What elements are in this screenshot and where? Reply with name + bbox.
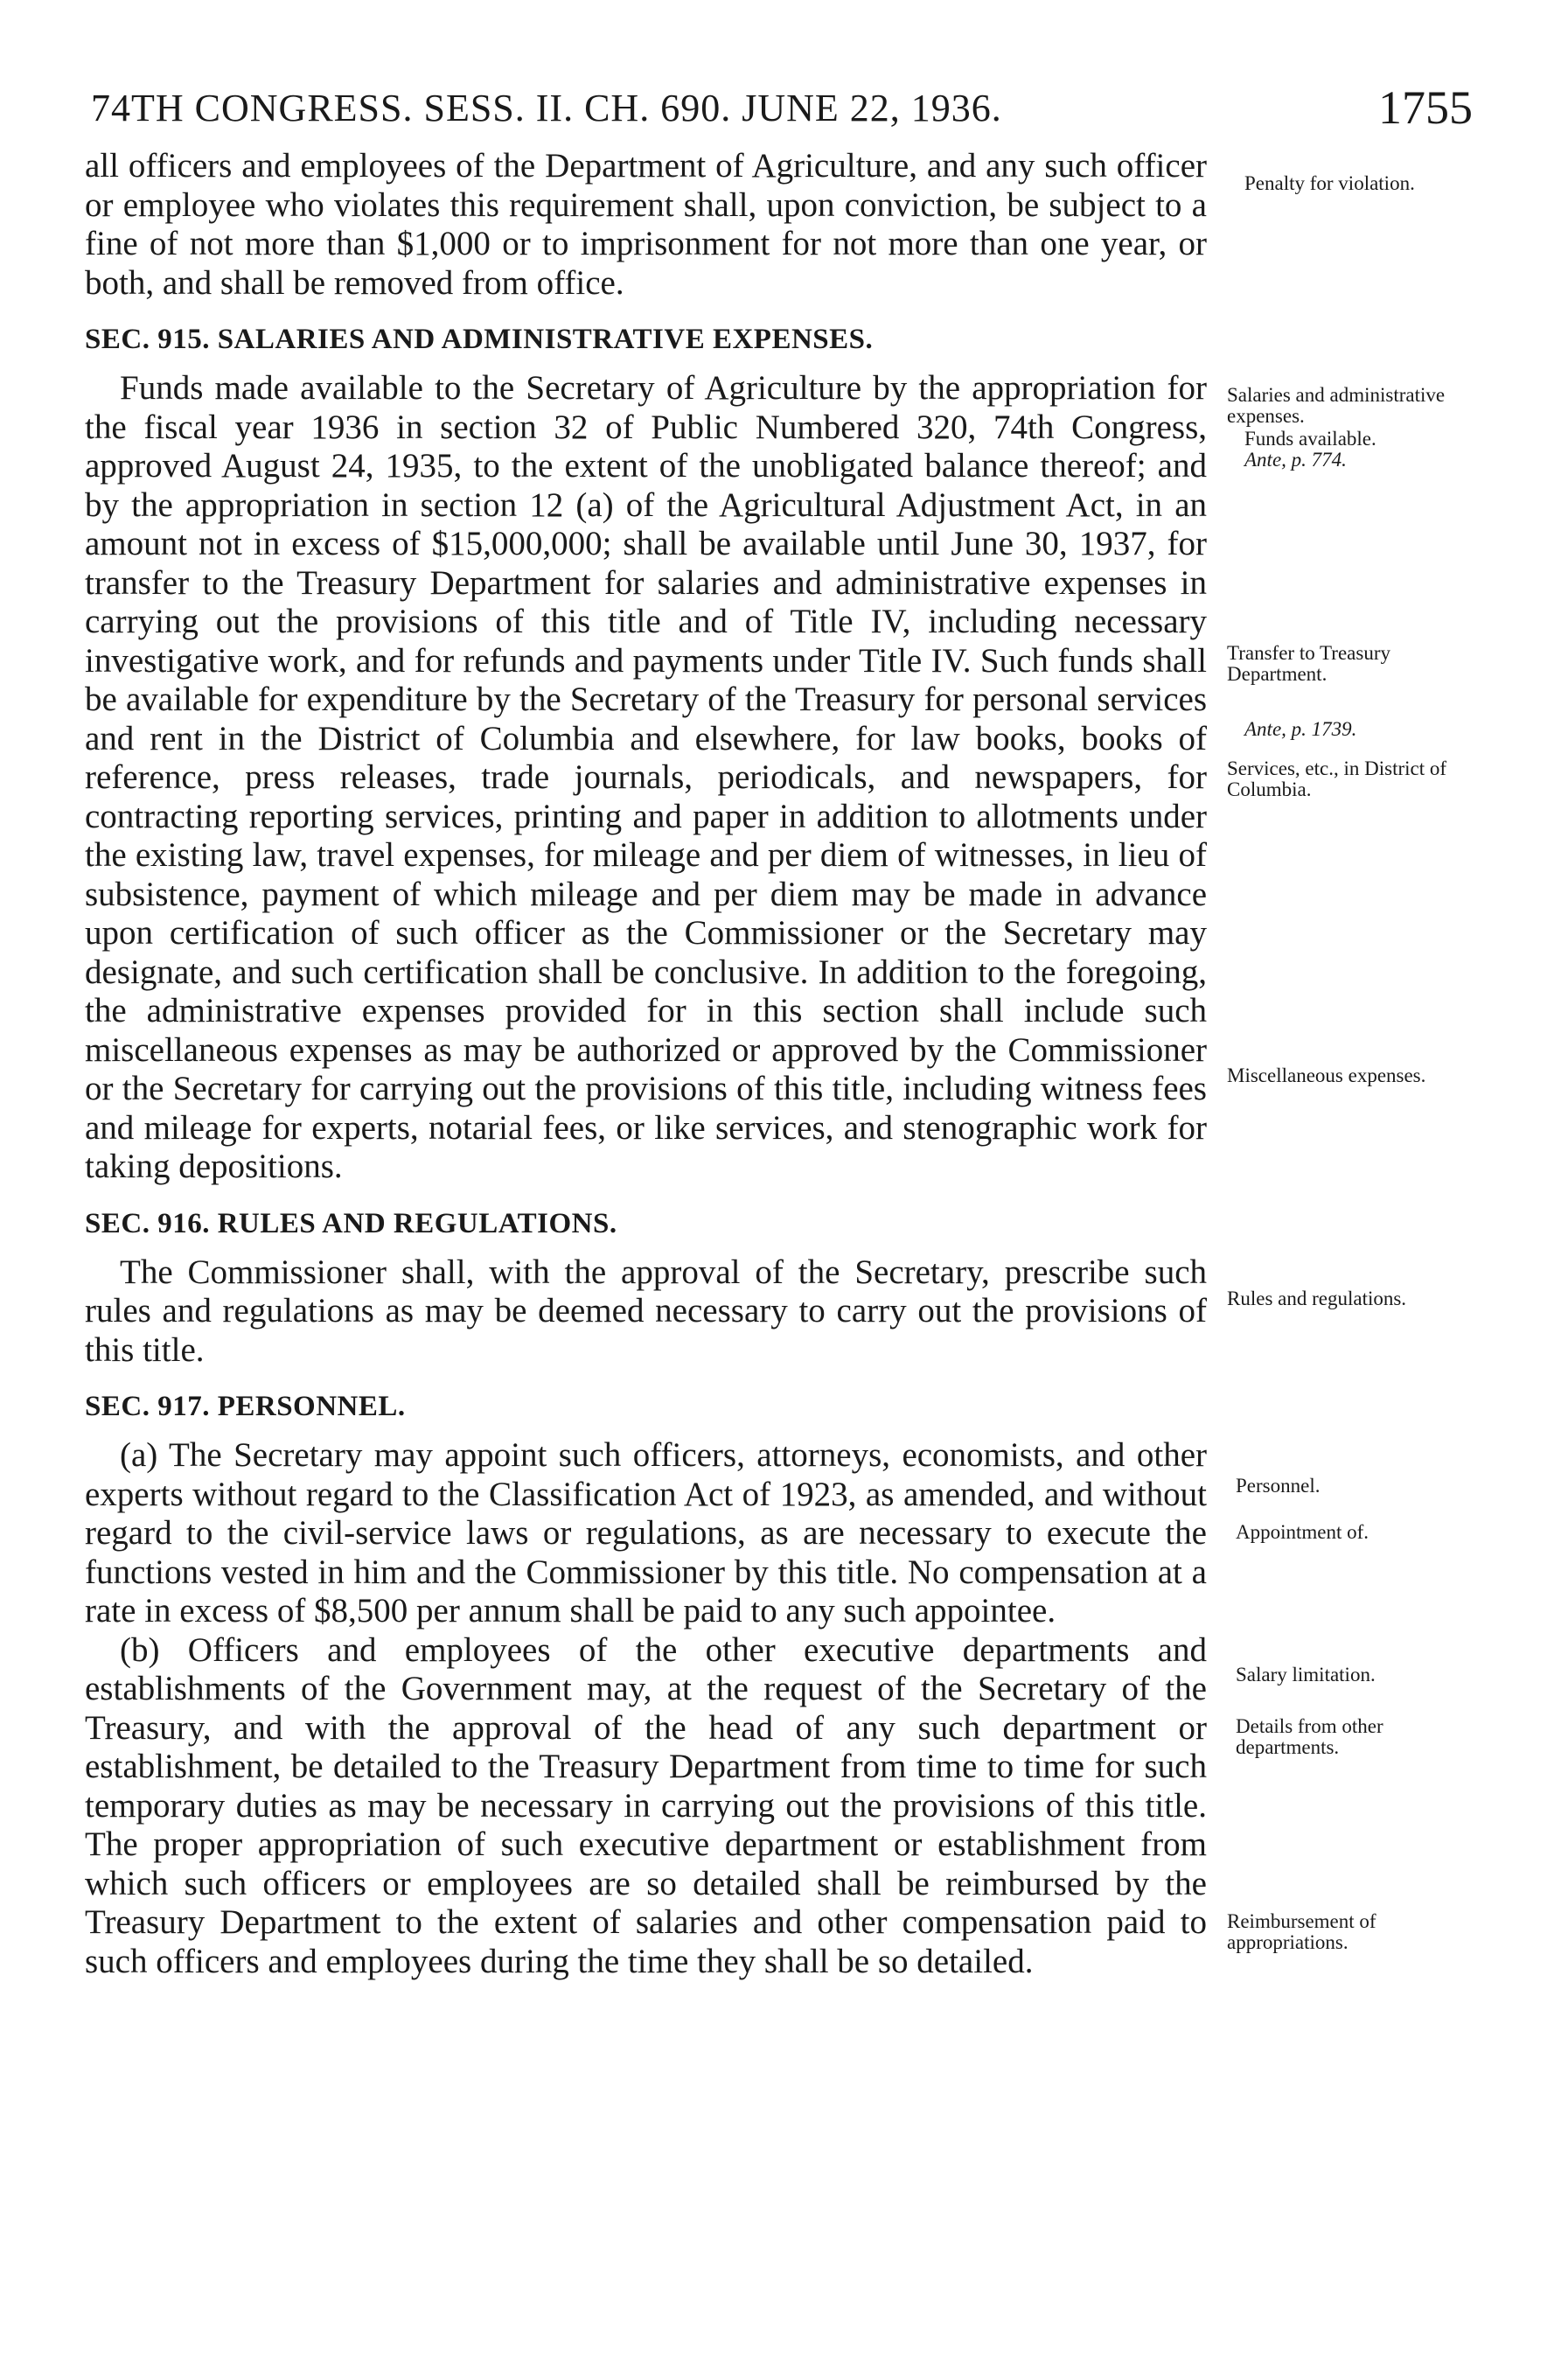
section-916-heading: SEC. 916. RULES AND REGULATIONS. (85, 1207, 617, 1239)
margin-note-salaries: Salaries and administrative expenses. (1227, 384, 1446, 427)
margin-note-penalty: Penalty for violation. (1244, 172, 1415, 194)
section-917-paragraph-b: (b) Officers and employees of the other executive departments and establishments of the Government may, at the request of the Secretary of the Treasury, and with the approval of the head of any such department or establishment, be detailed to the Treasury Department from time to time for such temporary duties as may be necessary in carrying out the provisions of this title. The proper appropriation of such executive department or establishment from which such officers or employees are so detailed shall be reimbursed by the Treasury Department to the extent of salaries and other compensation paid to such officers and employees during the time they shall be so detailed. (85, 1630, 1207, 1980)
section-917-paragraph-a: (a) The Secretary may appoint such officers, attorneys, economists, and other experts without regard to the Classification Act of 1923, as amended, and without regard to the civil-service laws or regulations, as are necessary to execute the functions vested in him and the Commissioner by this title. No compensation at a rate in excess of $8,500 per annum shall be paid to any such appointee. (85, 1436, 1207, 1630)
running-head: 74TH CONGRESS. SESS. II. CH. 690. JUNE 22, 1936. (91, 87, 1002, 129)
intro-paragraph: all officers and employees of the Department of Agriculture, and any such officer or employee who violates this requirement shall, upon conviction, be subject to a fine of not more than $1,000 or to imprisonment for not more than one year, or both, and shall be removed from office. (85, 147, 1207, 302)
margin-note-funds-ref (1244, 450, 1481, 471)
margin-note-transfer: Transfer to Treasury Department. (1227, 642, 1390, 685)
margin-note-appointment: Appointment of. (1236, 1521, 1369, 1543)
margin-note-ante-1739 (1244, 719, 1481, 740)
margin-note-funds-available: Funds available. (1244, 428, 1376, 450)
page-header (91, 81, 1473, 138)
margin-note-ante-1739-text: Ante, p. 1739. (1244, 718, 1357, 740)
margin-note-services-dc: Services, etc., in District of Columbia. (1227, 757, 1447, 800)
main-text-column (85, 147, 1207, 1981)
margin-note-funds-ref-text: Ante, p. 774. (1244, 449, 1347, 471)
page-number: 1755 (1378, 81, 1473, 134)
margin-note-salary-limitation: Salary limitation. (1236, 1664, 1376, 1686)
section-917-heading: SEC. 917. PERSONNEL. (85, 1391, 406, 1422)
section-916-paragraph: The Commissioner shall, with the approval of the Secretary, prescribe such rules and regulations as may be deemed necessary to carry out the provisions of this title. (85, 1253, 1207, 1369)
section-915-heading: SEC. 915. SALARIES AND ADMINISTRATIVE EXPENSES. (85, 324, 874, 355)
margin-note-personnel: Personnel. (1236, 1475, 1321, 1497)
margin-note-rules: Rules and regulations. (1227, 1288, 1407, 1309)
margin-note-reimbursement: Reimbursement of appropriations. (1227, 1910, 1376, 1953)
section-915-paragraph: Funds made available to the Secretary of Agriculture by the appropriation for the fiscal year 1936 in section 32 of Public Numbered 320, 74th Congress, approved August 24, 1935, to the extent of the unobligated balance thereof; and by the appropriation in section 12 (a) of the Agricultural Adjustment Act, in an amount not in excess of $15,000,000; shall be available until June 30, 1937, for transfer to the Treasury Department for salaries and administrative expenses in carrying out the provisions of this title and of Title IV, including necessary investigative work, and for refunds and payments under Title IV. Such funds shall be available for expenditure by the Secretary of the Treasury for personal services and rent in the District of Columbia and elsewhere, for law books, books of reference, press releases, trade journals, periodicals, and newspapers, for contracting reporting services, printing and paper in addition to allotments under the existing law, travel expenses, for mileage and per diem of witnesses, in lieu of subsistence, payment of which mileage and per diem may be made in advance upon certification of such officer as the Commissioner or the Secretary may designate, and such certification shall be conclusive. In addition to the foregoing, the administrative expenses provided for in this section shall include such miscellaneous expenses as may be authorized or approved by the Commissioner or the Secretary for carrying out the provisions of this title, including witness fees and mileage for experts, notarial fees, or like services, and stenographic work for taking depositions. (85, 369, 1207, 1185)
margin-note-details: Details from other departments. (1236, 1715, 1383, 1758)
margin-note-misc-expenses: Miscellaneous expenses. (1227, 1064, 1426, 1086)
